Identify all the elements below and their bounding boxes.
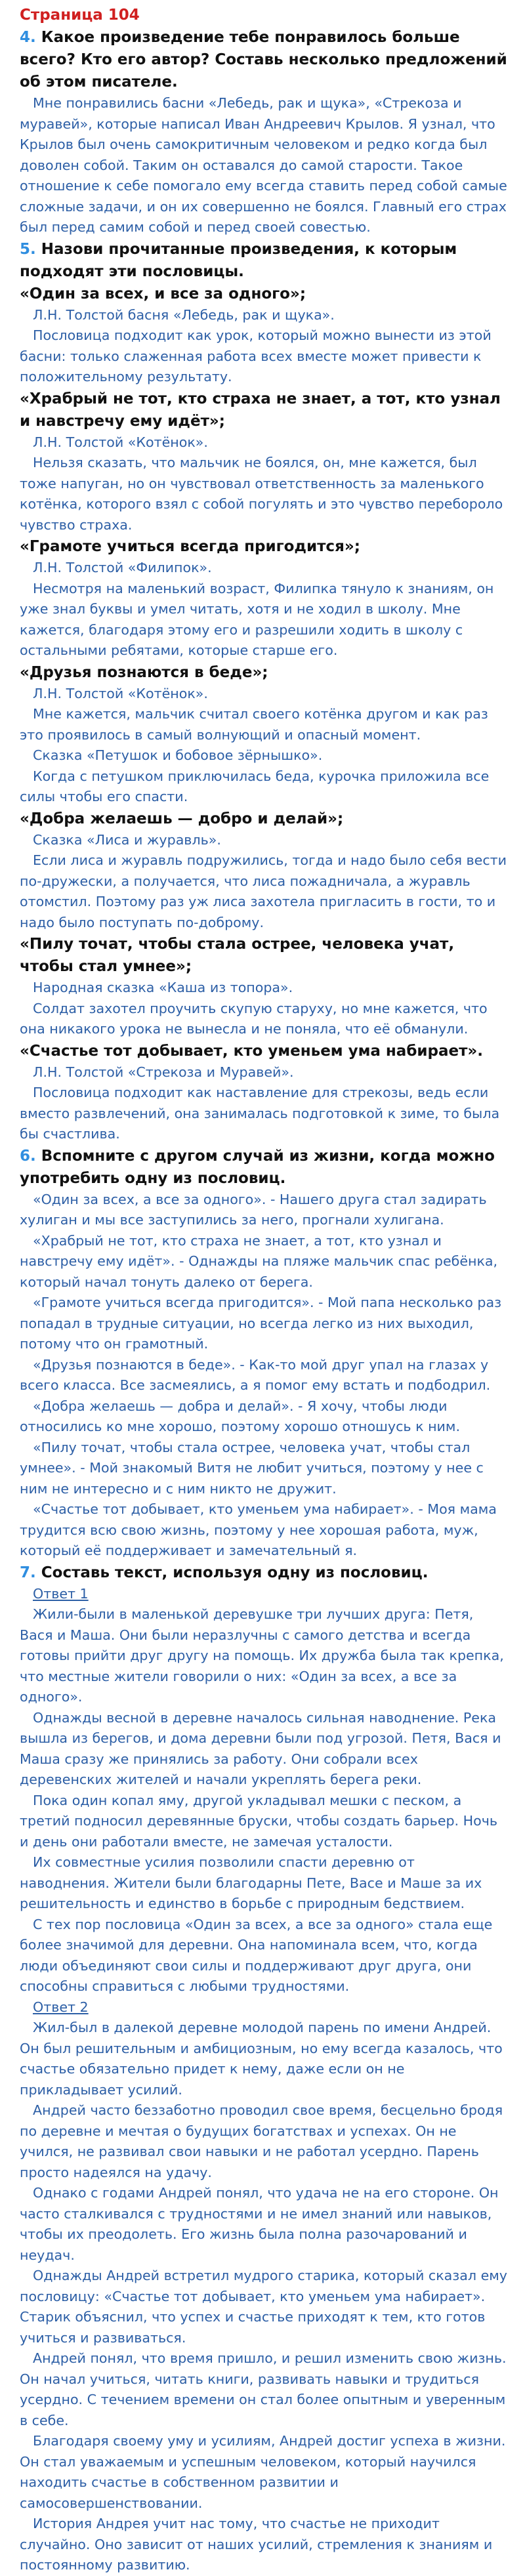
proverb-explanation: Когда с петушком приключилась беда, курочка приложила все силы чтобы его спасти. [20, 768, 490, 804]
question-6-text: Вспомните с другом случай из жизни, когда можно употребить одну из пословиц. [20, 1147, 495, 1187]
question-6 [20, 1145, 508, 1190]
question-4-text: Какое произведение тебе понравилось больше всего? Кто его автор? Составь несколько предложений об этом писателе. [20, 29, 507, 91]
answer-6-item: «Добра желаешь — добра и делай». - Я хочу, чтобы люди относились ко мне хорошо, поэтому хорошо отношусь к ним. [20, 1398, 461, 1434]
proverb: «Один за всех, и все за одного»; [20, 285, 306, 302]
answer-2-paragraph: Однажды Андрей встретил мудрого старика, который сказал ему пословицу: «Счастье тот добывает, кто уменьем ума набирает». Старик объяснил, что успех и счастье приходят к тем, кто готов учиться и развиваться. [20, 2268, 507, 2346]
proverb: «Храбрый не тот, кто страха не знает, а тот, кто узнал и навстречу ему идёт»; [20, 390, 501, 430]
proverb: «Пилу точат, чтобы стала острее, человека учат, чтобы стал умнее»; [20, 936, 455, 975]
answer-1-paragraph: Их совместные усилия позволили спасти деревню от наводнения. Жители были благодарны Пете, Васе и Маше за их решительность и единство в борьбе с природным бедствием. [20, 1854, 482, 1911]
answer-6-item: «Храбрый не тот, кто страха не знает, а тот, кто узнал и навстречу ему идёт». - Однажды на пляже мальчик спас ребёнка, который начал тонуть далеко от берега. [20, 1232, 498, 1290]
answer-2-paragraph: История Андрея учит нас тому, что счастье не приходит случайно. Оно зависит от наших усилий, стремления к знаниям и постоянному развитию. [20, 2516, 493, 2573]
answer-6-item: «Один за всех, а все за одного». - Нашего друга стал задирать хулиган и мы все заступились за него, прогнали хулигана. [20, 1191, 487, 1228]
proverb-explanation: Солдат захотел проучить скупую старуху, но мне кажется, что она никакого урока не вынесла и не поняла, что её обманули. [20, 1000, 488, 1037]
question-4-number: 4. [20, 29, 36, 46]
proverb-source: Сказка «Лиса и журавль». [33, 831, 221, 848]
answer-1-paragraph: Жили-были в маленькой деревушке три лучших друга: Петя, Вася и Маша. Они были неразлучны с самого детства и всегда готовы прийти друг другу на помощь. Их дружба была так крепка, что местные жители говорили о них: «Один за всех, а все за одного». [20, 1606, 504, 1705]
answer-1-title: Ответ 1 [33, 1585, 89, 1602]
answer-2-paragraph: Однако с годами Андрей понял, что удача не на его стороне. Он часто сталкивался с трудностями и не имел знаний или навыков, чтобы их преодолеть. Его жизнь была полна разочарований и неудач. [20, 2185, 499, 2263]
proverb-explanation: Несмотря на маленький возраст, Филипка тянуло к знаниям, он уже знал буквы и умел читать, хотя и не ходил в школу. Мне кажется, благодаря этому его и разрешили ходить в школу с остальными ребятами, которые старше его. [20, 580, 494, 658]
proverb-explanation: Мне кажется, мальчик считал своего котёнка другом и как раз это проявилось в самый волнующий и опасный момент. [20, 706, 488, 743]
proverb-explanation: Пословица подходит как наставление для стрекозы, ведь если вместо развлечений, она занималась подготовкой к зиме, то была бы счастлива. [20, 1085, 500, 1142]
proverb: «Друзья познаются в беде»; [20, 663, 268, 681]
answer-6-item: «Друзья познаются в беде». - Как-то мой друг упал на глазах у всего класса. Все засмеялись, а я помог ему встать и подбодрил. [20, 1356, 491, 1393]
answer-4: Мне понравились басни «Лебедь, рак и щука», «Стрекоза и муравей», которые написал Иван Андреевич Крылов. Я узнал, что Крылов был очень самокритичным человеком и редко когда был доволен собой. Таким он оставался до самой старости. Такое отношение к себе помогало ему всегда ставить перед собой самые сложные задачи, и он их совершенно не боялся. Главный его страх был перед самим собой и перед своей совестью. [20, 95, 507, 235]
question-5-number: 5. [20, 240, 36, 258]
proverb-source: Л.Н. Толстой «Котёнок». [33, 434, 208, 450]
proverb-source: Л.Н. Толстой басня «Лебедь, рак и щука». [33, 306, 335, 323]
answer-6-item: «Грамоте учиться всегда пригодится». - Мой папа несколько раз попадал в трудные ситуации, но всегда легко из них выходил, потому что он грамотный. [20, 1295, 502, 1352]
question-7 [20, 1562, 508, 1584]
answer-6-item: «Пилу точат, чтобы стала острее, человека учат, чтобы стал умнее». - Мой знакомый Витя не любит учиться, поэтому у нее с ним не интересно и с ним никто не дружит. [20, 1439, 484, 1497]
question-6-number: 6. [20, 1147, 36, 1165]
answer-6-item: «Счастье тот добывает, кто уменьем ума набирает». - Моя мама трудится всю свою жизнь, поэтому у нее хорошая работа, муж, который её поддерживает и замечательный я. [20, 1501, 497, 1558]
proverb: «Грамоте учиться всегда пригодится»; [20, 538, 360, 555]
proverb-explanation: Если лиса и журавль подружились, тогда и надо было себя вести по-дружески, а получается, что лиса пожадничала, а журавль отомстил. Поэтому раз уж лиса захотела пригласить в гости, то и надо было поступать по-доброму. [20, 852, 507, 930]
proverb: «Добра желаешь — добро и делай»; [20, 810, 344, 827]
proverb-source: Л.Н. Толстой «Котёнок». [33, 685, 208, 701]
answer-2-paragraph: Благодаря своему уму и усилиям, Андрей достиг успеха в жизни. Он стал уважаемым и успешным человеком, который научился находить счастье в собственном развитии и самосовершенствовании. [20, 2433, 506, 2511]
proverb-source: Л.Н. Толстой «Филипок». [33, 560, 212, 575]
question-7-text: Составь текст, используя одну из пословиц. [41, 1564, 429, 1581]
question-5 [20, 238, 508, 283]
answer-2-paragraph: Андрей часто беззаботно проводил свое время, бесцельно бродя по деревне и мечтая о будущих богатствах и успехах. Он не учился, не развивал свои навыки и не работал усердно. Парень просто надеялся на удачу. [20, 2102, 503, 2180]
question-5-text: Назови прочитанные произведения, к которым подходят эти пословицы. [20, 240, 457, 280]
proverb-source: Сказка «Петушок и бобовое зёрнышко». [33, 747, 323, 763]
answer-2-title: Ответ 2 [33, 1999, 89, 2015]
answer-2-paragraph: Жил-был в далекой деревне молодой парень по имени Андрей. Он был решительным и амбициозным, но ему всегда казалось, что счастье обязательно придет к нему, даже если он не прикладывает усилий. [20, 2020, 503, 2098]
answer-1-paragraph: С тех пор пословица «Один за всех, а все за одного» стала еще более значимой для деревни. Она напоминала всем, что, когда люди объединяют свои силы и поддерживают друг друга, они способны справиться с любыми трудностями. [20, 1916, 493, 1994]
proverb: «Счастье тот добывает, кто уменьем ума набирает». [20, 1042, 484, 1060]
proverb-source: Народная сказка «Каша из топора». [33, 980, 293, 995]
answer-2-paragraph: Андрей понял, что время пришло, и решил изменить свою жизнь. Он начал учиться, читать книги, развивать навыки и трудиться усердно. С течением времени он стал более опытным и уверенным в себе. [20, 2350, 507, 2428]
question-7-number: 7. [20, 1564, 36, 1581]
proverb-explanation: Нельзя сказать, что мальчик не боялся, он, мне кажется, был тоже напуган, но он чувствовал ответственность за маленького котёнка, которого взял с собой погулять и это чувство переборолo чувство страха. [20, 455, 503, 533]
question-4 [20, 26, 508, 93]
page-title: Страница 104 [20, 7, 140, 24]
proverb-explanation: Пословица подходит как урок, который можно вынести из этой басни: только слаженная работа всех вместе может привести к положительному результату. [20, 327, 492, 384]
answer-1-paragraph: Пока один копал яму, другой укладывал мешки с песком, а третий подносил деревянные бруски, чтобы создать барьер. Ночь и день они работали вместе, не замечая усталости. [20, 1792, 498, 1850]
proverb-source: Л.Н. Толстой «Стрекоза и Муравей». [33, 1064, 294, 1080]
answer-1-paragraph: Однажды весной в деревне началось сильная наводнение. Река вышла из берегов, и дома деревни были под угрозой. Петя, Вася и Маша сразу же принялись за работу. Они собрали всех деревенских жителей и начали укреплять берега реки. [20, 1709, 501, 1787]
